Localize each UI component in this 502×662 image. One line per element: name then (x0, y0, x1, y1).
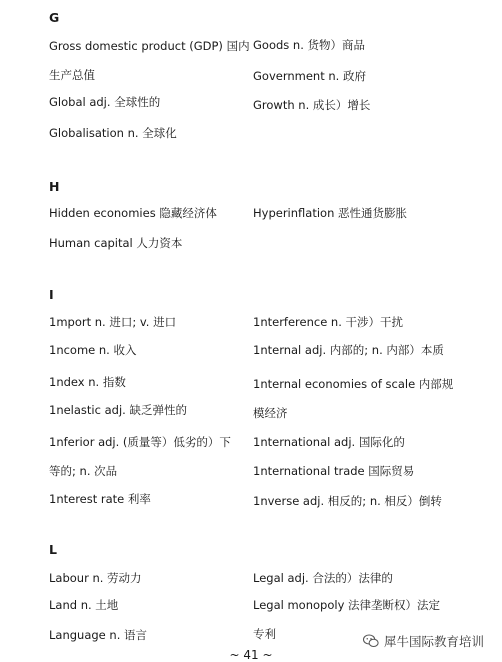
section-heading-h: H (49, 179, 60, 194)
entry-import: 1mport n. 进口; v. 进口 (49, 315, 177, 329)
section-heading-i: I (49, 287, 54, 302)
entry-hidden-economies: Hidden economies 隐藏经济体 (49, 206, 217, 220)
page-number: ~ 41 ~ (229, 648, 273, 662)
entry-internal-economies: 1nternal economies of scale 内部规 (253, 377, 454, 391)
entry-government: Government n. 政府 (253, 69, 366, 83)
entry-hyperinflation: Hyperinflation 恶性通货膨胀 (253, 206, 408, 220)
entry-human-capital: Human capital 人力资本 (49, 236, 183, 250)
entry-land: Land n. 土地 (49, 598, 119, 612)
entry-legal: Legal adj. 合法的）法律的 (253, 571, 393, 585)
entry-income: 1ncome n. 收入 (49, 343, 137, 357)
entry-labour: Labour n. 劳动力 (49, 571, 142, 585)
entry-internal-economies-cont: 模经济 (253, 406, 288, 420)
entry-international: 1nternational adj. 国际化的 (253, 435, 405, 449)
entry-gdp: Gross domestic product (GDP) 国内 (49, 39, 250, 53)
entry-interest-rate: 1nterest rate 利率 (49, 492, 151, 506)
section-heading-g: G (49, 10, 60, 25)
entry-legal-monopoly: Legal monopoly 法律垄断权）法定 (253, 598, 441, 612)
entry-language: Language n. 语言 (49, 628, 148, 642)
entry-inelastic: 1nelastic adj. 缺乏弹性的 (49, 403, 187, 417)
watermark-text: 犀牛国际教育培训 (384, 634, 485, 649)
entry-inferior: 1nferior adj. (质量等）低劣的）下 (49, 435, 231, 449)
section-heading-l: L (49, 542, 57, 557)
entry-growth: Growth n. 成长）增长 (253, 98, 371, 112)
entry-inferior-cont: 等的; n. 次品 (49, 464, 118, 478)
entry-gdp-cont: 生产总值 (49, 68, 95, 82)
entry-goods: Goods n. 货物）商品 (253, 38, 366, 52)
entry-inverse: 1nverse adj. 相反的; n. 相反）倒转 (253, 494, 442, 508)
entry-legal-monopoly-cont: 专利 (253, 627, 276, 641)
entry-interference: 1nterference n. 干涉）干扰 (253, 315, 404, 329)
entry-internal: 1nternal adj. 内部的; n. 内部）本质 (253, 343, 444, 357)
entry-international-trade: 1nternational trade 国际贸易 (253, 464, 415, 478)
entry-index: 1ndex n. 指数 (49, 375, 126, 389)
entry-global: Global adj. 全球性的 (49, 95, 161, 109)
entry-globalisation: Globalisation n. 全球化 (49, 126, 177, 140)
